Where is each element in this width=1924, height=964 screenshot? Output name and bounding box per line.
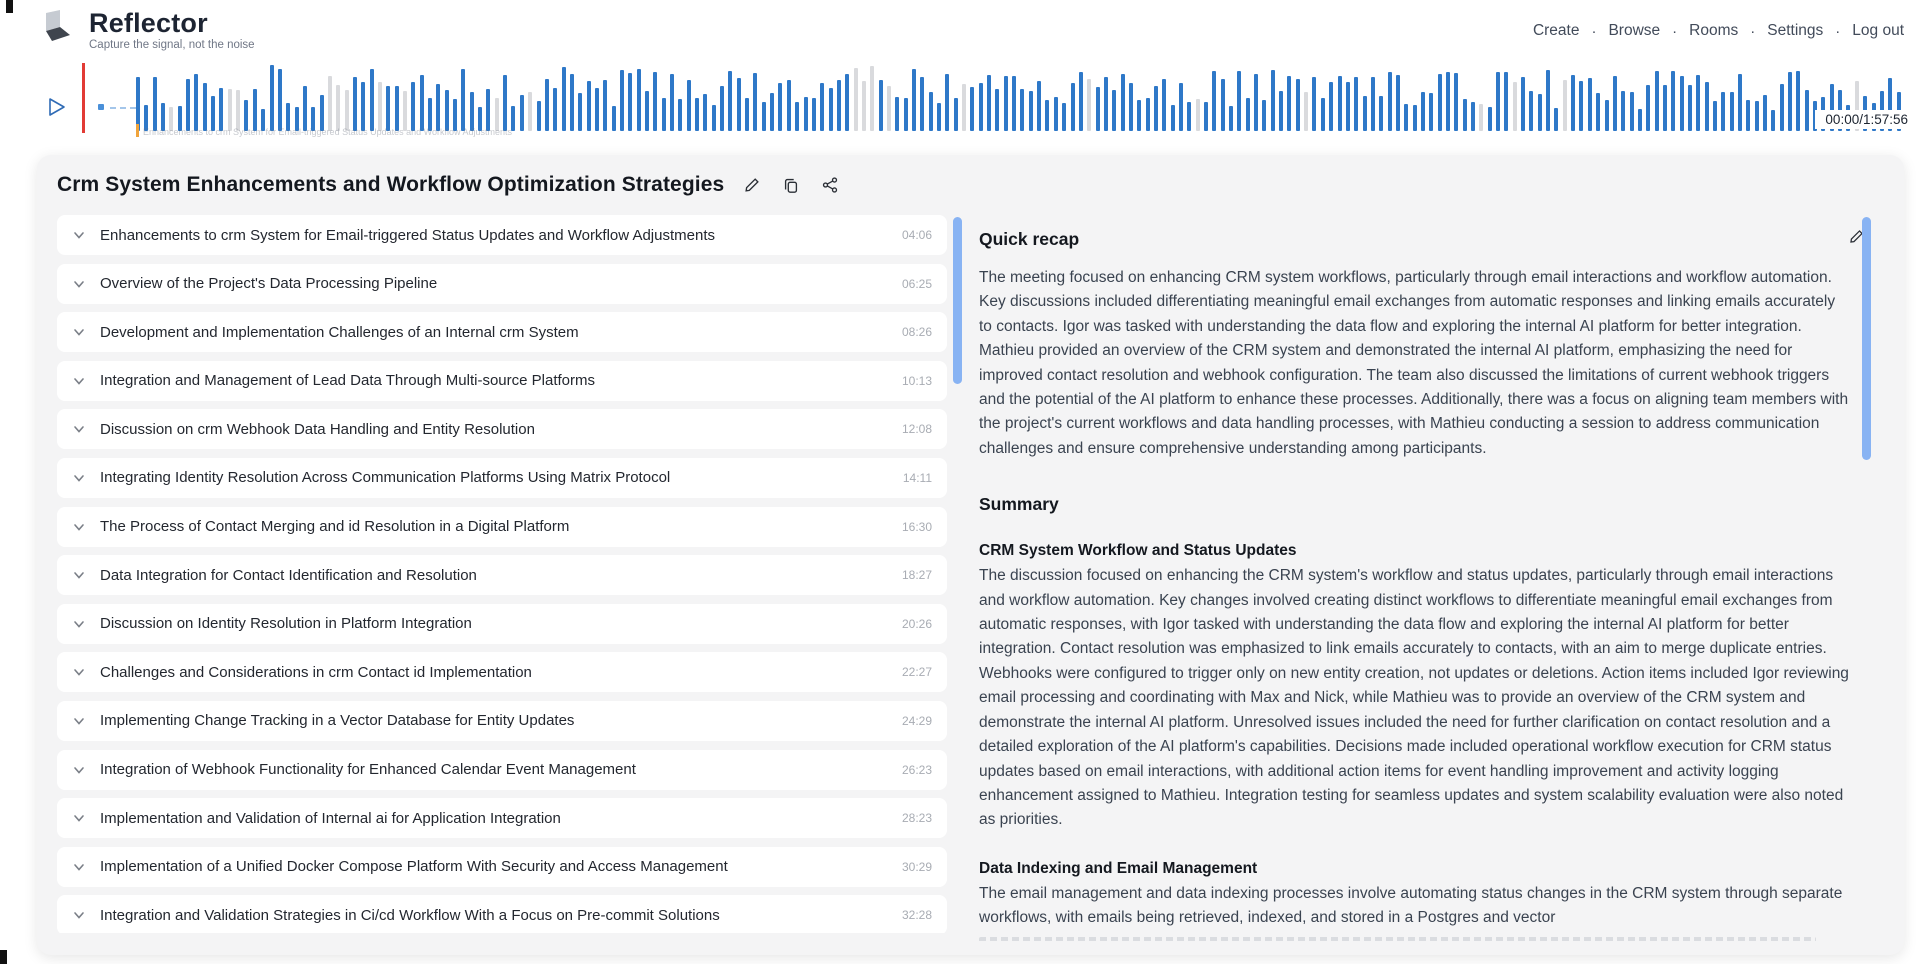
chevron-down-icon[interactable]	[72, 860, 86, 874]
waveform-bar	[645, 91, 649, 131]
waveform-bar	[1321, 98, 1325, 131]
waveform-bar	[962, 84, 966, 131]
chevron-down-icon[interactable]	[72, 325, 86, 339]
waveform-bar	[1312, 77, 1316, 131]
waveform-bar	[862, 81, 866, 131]
waveform-bar	[945, 74, 949, 131]
waveform-bar	[1062, 103, 1066, 131]
chevron-down-icon[interactable]	[72, 422, 86, 436]
waveform-bar	[194, 74, 198, 131]
copy-button[interactable]	[780, 174, 802, 196]
waveform-bar	[628, 73, 632, 131]
quick-recap-heading: Quick recap	[979, 229, 1080, 249]
waveform-bar	[845, 74, 849, 131]
topic-timestamp: 14:11	[902, 470, 932, 485]
waveform-bar	[1221, 79, 1225, 131]
recording-title-row	[57, 173, 841, 197]
waveform-bar	[1029, 91, 1033, 131]
waveform-bar	[1579, 81, 1583, 131]
waveform-bar	[778, 83, 782, 131]
waveform-bar	[1788, 72, 1792, 131]
waveform-bar	[253, 89, 257, 131]
waveform-bar	[1246, 98, 1250, 132]
waveform-bar	[1738, 74, 1742, 131]
screen-artifact-bottom-left	[0, 950, 7, 964]
waveform-bar	[1079, 72, 1083, 131]
nav-separator: ·	[1750, 22, 1756, 40]
topic-timestamp: 24:29	[901, 713, 932, 728]
waveform-bar	[1446, 72, 1450, 131]
topic-row[interactable]	[57, 361, 947, 401]
waveform-bar	[545, 79, 549, 131]
app-header	[0, 0, 1924, 58]
brand[interactable]	[37, 8, 255, 51]
waveform-bar	[411, 82, 415, 131]
summary-section-heading: CRM System Workflow and Status Updates	[979, 542, 1297, 560]
waveform-bar	[1338, 76, 1342, 131]
waveform-bar	[1304, 92, 1308, 131]
recording-title: Crm System Enhancements and Workflow Optimization Strategies	[57, 173, 725, 196]
chevron-down-icon[interactable]	[72, 277, 86, 291]
waveform-bar	[370, 69, 374, 131]
topic-timestamp: 06:25	[901, 276, 932, 291]
waveform-bar	[737, 78, 741, 131]
summary-scrollbar[interactable]	[1862, 217, 1871, 460]
waveform-bar	[929, 92, 933, 131]
waveform-bar	[762, 102, 766, 131]
waveform-bar	[1504, 72, 1508, 131]
waveform-bar	[1621, 91, 1625, 131]
topic-row[interactable]	[57, 555, 947, 595]
topic-timestamp: 22:27	[901, 665, 932, 680]
topic-title: Implementation of a Unified Docker Compose Platform With Security and Access Management	[100, 858, 728, 876]
waveform-start-dot	[98, 104, 104, 110]
waveform-bar	[1254, 74, 1258, 131]
waveform-bar	[1054, 97, 1058, 131]
topic-row[interactable]	[57, 895, 947, 933]
waveform-bar	[1279, 91, 1283, 131]
time-display: 00:00/1:57:56	[1815, 110, 1908, 129]
waveform-bar	[1137, 100, 1141, 131]
topic-timestamp: 04:06	[901, 228, 932, 242]
topic-timestamp: 26:23	[901, 762, 932, 777]
waveform-bar	[1488, 107, 1492, 131]
waveform-bar	[1529, 91, 1533, 131]
waveform-bar	[1571, 75, 1575, 131]
topic-row[interactable]	[57, 701, 947, 741]
waveform-bar	[486, 89, 490, 131]
waveform-bar	[1287, 76, 1291, 131]
waveform-bar	[1588, 78, 1592, 131]
waveform-bar	[1212, 71, 1216, 131]
topic-timestamp: 28:23	[901, 811, 932, 826]
chevron-down-icon[interactable]	[72, 471, 86, 485]
chevron-down-icon[interactable]	[72, 763, 86, 777]
topic-timestamp: 08:26	[901, 325, 932, 340]
chevron-down-icon[interactable]	[72, 520, 86, 534]
waveform-bar	[954, 98, 958, 131]
clipped-text-line	[979, 937, 1816, 941]
waveform-bar	[1721, 92, 1725, 131]
waveform-bar	[970, 87, 974, 131]
waveform-bar	[1546, 70, 1550, 131]
waveform-bar	[695, 98, 699, 131]
waveform-bar	[1154, 86, 1158, 131]
summary-section	[979, 858, 1851, 941]
waveform-bar	[720, 86, 724, 131]
waveform-bar	[336, 85, 340, 131]
topic-title: Implementing Change Tracking in a Vector Database for Entity Updates	[100, 712, 575, 730]
waveform-bar	[637, 69, 641, 131]
share-button[interactable]	[819, 174, 841, 196]
waveform-bar	[1237, 71, 1241, 131]
waveform-bar	[420, 75, 424, 131]
waveform-bar	[1605, 100, 1609, 131]
waveform-bar	[136, 77, 140, 131]
recording-card	[37, 155, 1904, 955]
waveform[interactable]	[136, 65, 1906, 131]
app-tagline: Capture the signal, not the noise	[89, 39, 255, 51]
waveform-bar	[1805, 90, 1809, 131]
summary-section-heading: Data Indexing and Email Management	[979, 859, 1258, 877]
waveform-bar	[687, 80, 691, 131]
waveform-bar	[228, 89, 232, 131]
waveform-bar	[1020, 89, 1024, 131]
topics-list	[57, 215, 947, 933]
topic-timestamp: 20:26	[901, 616, 932, 631]
waveform-bar	[236, 90, 240, 131]
waveform-bar	[1479, 104, 1483, 131]
waveform-bar	[1045, 100, 1049, 131]
topic-title: Development and Implementation Challenges of an Internal crm System	[100, 323, 579, 341]
waveform-bar	[403, 91, 407, 131]
waveform-bar	[987, 75, 991, 131]
waveform-bar	[587, 81, 591, 131]
waveform-bar	[470, 92, 474, 131]
summary-section-body: The email management and data indexing processes involve automating status changes in the CRM system through separate workflows, with emails being retrieved, indexed, and stored in a Postgres and vector	[979, 884, 1843, 927]
topic-title: Data Integration for Contact Identification and Resolution	[100, 566, 477, 584]
waveform-bar	[503, 75, 507, 131]
topic-row[interactable]	[57, 604, 947, 644]
topic-row[interactable]	[57, 652, 947, 692]
waveform-bar	[1730, 92, 1734, 131]
waveform-bar	[1121, 74, 1125, 131]
waveform-bar	[1329, 82, 1333, 131]
waveform-bar	[153, 77, 157, 131]
waveform-bar	[1146, 98, 1150, 131]
waveform-bar	[320, 95, 324, 131]
chevron-down-icon[interactable]	[72, 811, 86, 825]
waveform-bar	[1271, 70, 1275, 132]
edit-title-button[interactable]	[741, 174, 763, 196]
waveform-bar	[1346, 82, 1350, 131]
waveform-bar	[553, 88, 557, 131]
waveform-bar	[1671, 71, 1675, 131]
topic-row[interactable]	[57, 264, 947, 304]
topic-row[interactable]	[57, 507, 947, 547]
waveform-bar	[1763, 95, 1767, 131]
waveform-bar	[1162, 79, 1166, 131]
waveform-bar	[829, 88, 833, 131]
waveform-bar	[303, 86, 307, 131]
topic-timestamp: 18:27	[901, 568, 932, 583]
waveform-silence-line	[110, 107, 136, 109]
nav-link-browse[interactable]: Browse	[1608, 22, 1661, 39]
waveform-bar	[1129, 83, 1133, 131]
waveform-bar	[1296, 79, 1300, 131]
waveform-bar	[562, 67, 566, 131]
waveform-bar	[1688, 85, 1692, 131]
waveform-bar	[603, 80, 607, 131]
waveform-bar	[1496, 72, 1500, 131]
nav-separator: ·	[1672, 22, 1678, 40]
waveform-bar	[1438, 74, 1442, 131]
waveform-bar	[345, 90, 349, 131]
waveform-bar	[728, 71, 732, 131]
waveform-bar	[1655, 71, 1659, 131]
waveform-bar	[1638, 109, 1642, 131]
waveform-bar	[1513, 82, 1517, 131]
waveform-bar	[1262, 100, 1266, 131]
topic-row[interactable]	[57, 409, 947, 449]
topic-row[interactable]	[57, 847, 947, 887]
topic-title: Integration of Webhook Functionality for Enhanced Calendar Event Management	[100, 761, 636, 779]
waveform-bar	[395, 86, 399, 131]
waveform-bar	[662, 98, 666, 131]
topic-title: Enhancements to crm System for Email-triggered Status Updates and Workflow Adjustments	[100, 226, 715, 244]
waveform-bar	[812, 98, 816, 131]
waveform-bar	[1096, 87, 1100, 131]
waveform-bar	[1463, 99, 1467, 131]
audio-player	[0, 58, 1924, 148]
waveform-bar	[1780, 84, 1784, 131]
waveform-bar	[1563, 80, 1567, 131]
waveform-bar	[787, 80, 791, 131]
waveform-bar	[1229, 106, 1233, 131]
topic-row[interactable]	[57, 215, 947, 255]
app-title: Reflector	[89, 8, 208, 38]
waveform-bar	[712, 105, 716, 131]
waveform-bar	[528, 92, 532, 131]
play-button[interactable]	[44, 96, 68, 120]
topic-row[interactable]	[57, 798, 947, 838]
waveform-bar	[837, 80, 841, 131]
waveform-bar	[595, 88, 599, 131]
waveform-bar	[353, 77, 357, 131]
waveform-bar	[1663, 85, 1667, 131]
topic-timestamp: 16:30	[901, 519, 932, 534]
nav-link-settings[interactable]: Settings	[1767, 22, 1824, 39]
waveform-bar	[1771, 110, 1775, 131]
waveform-bar	[1538, 94, 1542, 131]
chevron-down-icon[interactable]	[72, 665, 86, 679]
waveform-bar	[753, 73, 757, 131]
waveform-bar	[804, 97, 808, 131]
waveform-bar	[1388, 72, 1392, 131]
waveform-bar	[870, 66, 874, 131]
summary-heading: Summary	[979, 494, 1059, 515]
waveform-bar	[1755, 101, 1759, 131]
waveform-bar	[1112, 90, 1116, 131]
topic-title: Overview of the Project's Data Processing Pipeline	[100, 275, 438, 293]
waveform-bar	[1396, 75, 1400, 131]
chevron-down-icon[interactable]	[72, 568, 86, 582]
waveform-bar	[887, 86, 891, 131]
waveform-bar	[186, 79, 190, 131]
waveform-bar	[1087, 79, 1091, 131]
waveform-bar	[912, 69, 916, 131]
topic-row[interactable]	[57, 750, 947, 790]
waveform-bar	[278, 69, 282, 131]
waveform-bar	[1596, 93, 1600, 131]
topic-timestamp: 12:08	[901, 422, 932, 437]
waveform-bar	[1613, 76, 1617, 131]
waveform-bar	[653, 72, 657, 131]
waveform-bar	[1521, 77, 1525, 131]
waveform-bar	[1454, 73, 1458, 131]
waveform-bar	[1680, 76, 1684, 131]
waveform-bar	[203, 83, 207, 131]
waveform-bar	[570, 74, 574, 131]
waveform-bar	[1012, 76, 1016, 131]
waveform-bar	[1713, 101, 1717, 131]
topic-timestamp: 10:13	[901, 373, 932, 388]
waveform-bar	[795, 102, 799, 131]
waveform-bar	[1371, 77, 1375, 131]
waveform-bar	[670, 74, 674, 131]
chevron-down-icon[interactable]	[72, 714, 86, 728]
topic-title: Discussion on Identity Resolution in Platform Integration	[100, 615, 472, 633]
quick-recap-text: The meeting focused on enhancing CRM system workflows, particularly through email interactions and workflow automation. Key discussions included differentiating meaningful email exchanges from automatic responses and linking emails accurately to contacts. Igor was tasked with understanding the data flow and exploring the internal AI platform for better integration. Mathieu provided an overview of the CRM system and demonstrated the internal AI platform, emphasizing the need for improved contact resolution and webhook configuration. The team also discussed the limitations of current webhook triggers and the potential of the AI platform to enhance these processes. Additionally, there was a focus on aligning team members with the project's current workflows and data handling processes, with Mathieu conducting a session to address communication challenges and ensure comprehensive understanding among participants.	[979, 269, 1849, 457]
waveform-bar	[1354, 77, 1358, 131]
waveform-bar	[1187, 102, 1191, 131]
topic-title: The Process of Contact Merging and id Resolution in a Digital Platform	[100, 518, 570, 536]
waveform-bar	[1204, 102, 1208, 131]
nav-link-log-out[interactable]: Log out	[1852, 22, 1904, 39]
topics-scrollbar[interactable]	[953, 217, 962, 384]
topic-title: Implementation and Validation of Internal ai for Application Integration	[100, 809, 561, 827]
waveform-bar	[445, 90, 449, 131]
waveform-bar	[211, 96, 215, 131]
waveform-bar	[854, 68, 858, 131]
waveform-bar	[578, 93, 582, 131]
waveform-bar	[745, 98, 749, 131]
waveform-bar	[770, 93, 774, 131]
waveform-bar	[1746, 100, 1750, 131]
waveform-bar	[995, 89, 999, 131]
waveform-bar	[920, 77, 924, 131]
waveform-bar	[1630, 92, 1634, 131]
waveform-bar	[1104, 77, 1108, 131]
topic-title: Discussion on crm Webhook Data Handling and Entity Resolution	[100, 420, 535, 438]
summary-section-body: The discussion focused on enhancing the CRM system's workflow and status updates, particularly through email interactions and workflow automation. Key changes involved creating distinct workflows to differentiate meaningful email exchanges from automatic responses, with Igor tasked with understanding the data flow and exploring the internal AI platform for better integration. Contact resolution was emphasized to link emails accurately to contacts, with an aim to merge duplicate entries. Webhooks were configured to trigger only on new entity creation, not updates or deletions. Action items included Igor reviewing email processing and coordinating with Max and Nick, while Mathieu was to provide an overview of the CRM system and demonstrate the internal AI platform. Unresolved issues included the need for further clarification on contact resolution and a detailed exploration of the AI platform's capabilities. Decisions made included operational workflow execution for CRM status updates based on email interactions, with additional action items for event handling improvement and activity logging enhancement assigned to Mathieu. Integration testing for seamless updates and system scalability evaluation were also noted as priorities.	[979, 567, 1849, 829]
waveform-bar	[1696, 75, 1700, 131]
waveform-bar	[937, 103, 941, 131]
waveform-bar	[612, 106, 616, 131]
summary-section	[979, 540, 1851, 832]
waveform-bar	[1004, 76, 1008, 131]
waveform-bar	[1179, 83, 1183, 131]
nav-link-rooms[interactable]: Rooms	[1689, 22, 1739, 39]
topic-row[interactable]	[57, 312, 947, 352]
waveform-bar	[1705, 82, 1709, 131]
waveform-bar	[879, 80, 883, 131]
waveform-bar	[1171, 105, 1175, 131]
waveform-bar	[895, 97, 899, 131]
topic-title: Challenges and Considerations in crm Contact id Implementation	[100, 663, 532, 681]
playhead-cursor[interactable]	[82, 63, 85, 133]
summary-panel	[979, 215, 1851, 941]
waveform-bar	[378, 82, 382, 131]
topic-marker-label: Enhancements to crm System for Email-triggered Status Updates and Workflow Adjustments	[143, 127, 512, 137]
summary-sections	[979, 540, 1851, 941]
top-nav	[1533, 22, 1904, 40]
nav-link-create[interactable]: Create	[1532, 22, 1580, 39]
waveform-bar	[219, 88, 223, 131]
chevron-down-icon[interactable]	[72, 617, 86, 631]
topic-title: Integration and Management of Lead Data Through Multi-source Platforms	[100, 372, 595, 390]
chevron-down-icon[interactable]	[72, 374, 86, 388]
waveform-bar	[1363, 96, 1367, 131]
waveform-bar	[1471, 102, 1475, 131]
waveform-bar	[386, 86, 390, 131]
waveform-bar	[1037, 81, 1041, 131]
waveform-bar	[979, 83, 983, 131]
waveform-bar	[703, 94, 707, 131]
topic-marker-tick[interactable]	[136, 124, 139, 137]
waveform-bar	[436, 84, 440, 131]
waveform-bar	[1413, 105, 1417, 131]
waveform-bar	[620, 70, 624, 131]
waveform-bar	[520, 95, 524, 131]
topic-timestamp: 32:28	[901, 908, 932, 923]
waveform-bar	[904, 98, 908, 131]
waveform-bar	[461, 69, 465, 131]
topic-row[interactable]	[57, 458, 947, 498]
waveform-bar	[361, 82, 365, 131]
nav-separator: ·	[1591, 22, 1597, 40]
waveform-bar	[1379, 96, 1383, 131]
topic-title: Integrating Identity Resolution Across Communication Platforms Using Matrix Protocol	[100, 469, 671, 487]
waveform-bar	[1429, 93, 1433, 131]
topic-title: Integration and Validation Strategies in Ci/cd Workflow With a Focus on Pre-commit Solutions	[100, 906, 720, 924]
waveform-bar	[1404, 104, 1408, 131]
waveform-bar	[820, 83, 824, 131]
reflector-logo-icon	[37, 8, 75, 51]
waveform-bar	[1646, 85, 1650, 131]
waveform-bar	[678, 99, 682, 131]
waveform-bar	[1554, 108, 1558, 131]
waveform-bar	[1071, 83, 1075, 131]
waveform-bar	[270, 65, 274, 131]
waveform-bar	[1796, 71, 1800, 131]
topic-timestamp: 30:29	[901, 859, 932, 874]
waveform-bar	[328, 76, 332, 131]
waveform-bar	[1196, 99, 1200, 131]
chevron-down-icon[interactable]	[72, 908, 86, 922]
waveform-bar	[1421, 92, 1425, 131]
chevron-down-icon[interactable]	[72, 228, 86, 242]
nav-separator: ·	[1835, 22, 1841, 40]
